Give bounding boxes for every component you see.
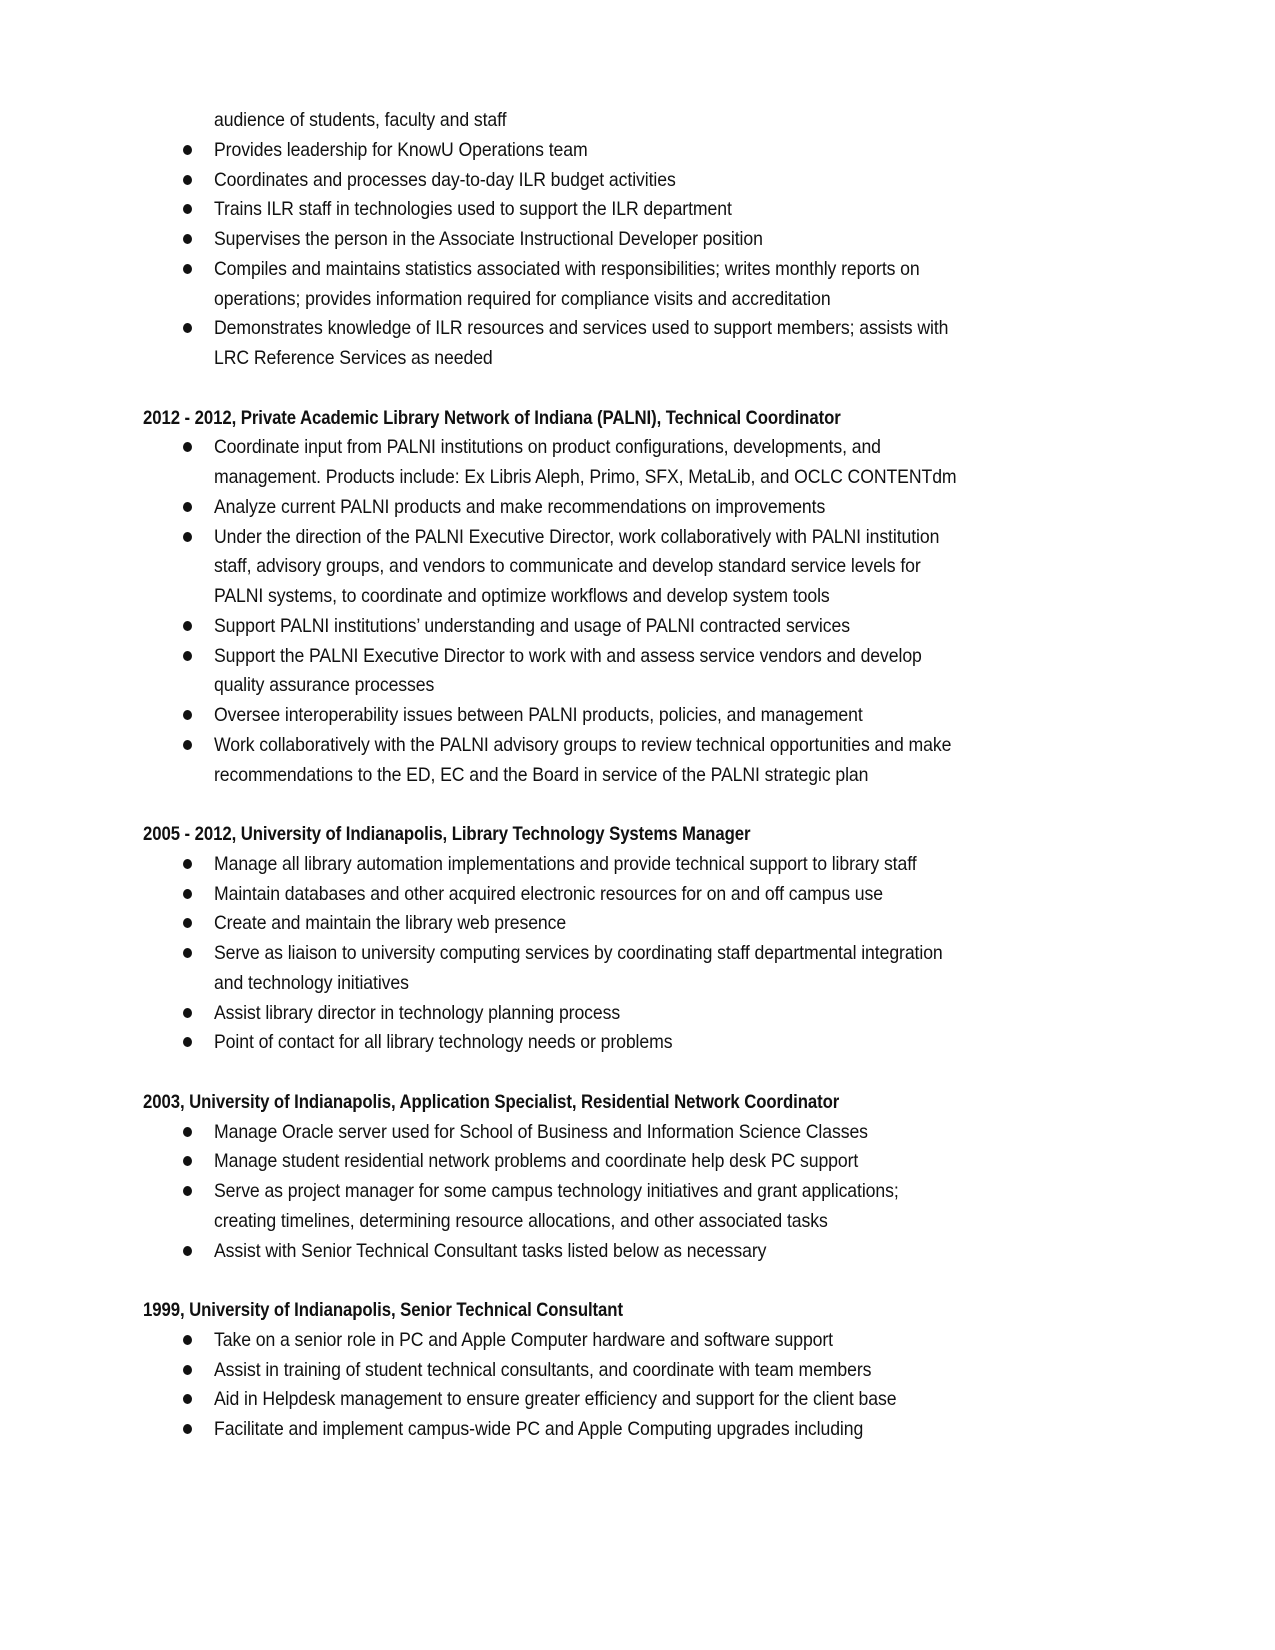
bullet-item-text: Manage student residential network problems and coordinate help desk PC support xyxy=(214,1150,859,1173)
bullet-item-text: creating timelines, determining resource allocations, and other associated tasks xyxy=(214,1209,828,1232)
bullet-item-text: Provides leadership for KnowU Operations team xyxy=(214,138,588,161)
bullet-item-text: Work collaboratively with the PALNI advisory groups to review technical opportunities and make xyxy=(214,733,952,756)
bullet-icon xyxy=(180,1355,194,1385)
bullet-item-text: recommendations to the ED, EC and the Board in service of the PALNI strategic plan xyxy=(214,763,869,786)
bullet-icon xyxy=(180,879,194,909)
bullet-item-text: management. Products include: Ex Libris Aleph, Primo, SFX, MetaLib, and OCLC CONTENTdm xyxy=(214,466,957,488)
bullet-icon xyxy=(180,224,194,254)
bullet-item-text: Support the PALNI Executive Director to work with and assess service vendors and develop xyxy=(214,644,922,667)
bullet-item-text: Take on a senior role in PC and Apple Computer hardware and software support xyxy=(214,1328,833,1351)
bullet-item-text: and technology initiatives xyxy=(214,971,409,994)
bullet-icon xyxy=(180,135,194,165)
bullet-icon xyxy=(180,194,194,224)
bullet-icon xyxy=(180,492,194,522)
bullet-icon xyxy=(180,1146,194,1176)
bullet-item-text: Manage all library automation implementations and provide technical support to library staff xyxy=(214,852,917,875)
bullet-icon xyxy=(180,700,194,730)
bullet-item-text: Demonstrates knowledge of ILR resources and services used to support members; assists with xyxy=(214,317,949,340)
bullet-item-text: Oversee interoperability issues between PALNI products, policies, and management xyxy=(214,704,863,726)
bullet-icon xyxy=(180,313,194,343)
bullet-icon xyxy=(180,998,194,1028)
bullet-item-text: Compiles and maintains statistics associated with responsibilities; writes monthly reports on xyxy=(214,257,920,280)
bullet-icon xyxy=(180,1027,194,1057)
section-heading: 2005 - 2012, University of Indianapolis, Library Technology Systems Manager xyxy=(143,823,751,845)
bullet-item-text: Supervises the person in the Associate Instructional Developer position xyxy=(214,228,763,250)
bullet-item-text: Maintain databases and other acquired electronic resources for on and off campus use xyxy=(214,882,883,905)
bullet-item-text: Point of contact for all library technology needs or problems xyxy=(214,1031,673,1054)
bullet-item-text: operations; provides information required for compliance visits and accreditation xyxy=(214,287,831,310)
bullet-icon xyxy=(180,432,194,462)
bullet-icon xyxy=(180,849,194,879)
bullet-icon xyxy=(180,1236,194,1266)
bullet-item-text: Coordinates and processes day-to-day ILR budget activities xyxy=(214,168,676,191)
bullet-item-text: Serve as project manager for some campus technology initiatives and grant applications; xyxy=(214,1180,899,1202)
bullet-icon xyxy=(180,611,194,641)
bullet-item-text: Manage Oracle server used for School of Business and Information Science Classes xyxy=(214,1120,868,1143)
bullet-item-text: Trains ILR staff in technologies used to support the ILR department xyxy=(214,198,732,221)
bullet-icon xyxy=(180,908,194,938)
bullet-icon xyxy=(180,1176,194,1206)
bullet-item-text: Under the direction of the PALNI Executive Director, work collaboratively with PALNI institution xyxy=(214,525,940,548)
bullet-item-text: Create and maintain the library web presence xyxy=(214,912,567,935)
bullet-icon xyxy=(180,254,194,284)
bullet-item-text: Assist library director in technology planning process xyxy=(214,1001,621,1024)
section-heading: 2003, University of Indianapolis, Application Specialist, Residential Network Coordinator xyxy=(143,1090,840,1113)
bullet-icon xyxy=(180,1325,194,1355)
bullet-icon xyxy=(180,641,194,671)
bullet-icon xyxy=(180,938,194,968)
bullet-item-text: LRC Reference Services as needed xyxy=(214,347,493,369)
bullet-icon xyxy=(180,165,194,195)
bullet-item-text: Analyze current PALNI products and make recommendations on improvements xyxy=(214,495,826,518)
bullet-icon xyxy=(180,1414,194,1444)
bullet-item-text: Assist in training of student technical consultants, and coordinate with team members xyxy=(214,1358,872,1381)
bullet-item-text: Facilitate and implement campus-wide PC and Apple Computing upgrades including xyxy=(214,1418,864,1440)
continuation-text: audience of students, faculty and staff xyxy=(214,109,507,131)
bullet-icon xyxy=(180,1117,194,1147)
bullet-item-text: Support PALNI institutions’ understanding and usage of PALNI contracted services xyxy=(214,614,850,637)
bullet-item-text: Assist with Senior Technical Consultant tasks listed below as necessary xyxy=(214,1239,767,1262)
bullet-icon xyxy=(180,730,194,760)
bullet-item-text: PALNI systems, to coordinate and optimize workflows and develop system tools xyxy=(214,585,830,607)
bullet-item-text: Serve as liaison to university computing services by coordinating staff departmental integration xyxy=(214,942,943,964)
bullet-icon xyxy=(180,522,194,552)
bullet-item-text: Aid in Helpdesk management to ensure greater efficiency and support for the client base xyxy=(214,1388,897,1411)
bullet-item-text: Coordinate input from PALNI institutions on product configurations, developments, and xyxy=(214,436,881,459)
bullet-icon xyxy=(180,1384,194,1414)
section-heading: 2012 - 2012, Private Academic Library Network of Indiana (PALNI), Technical Coordinator xyxy=(143,406,841,429)
section-heading: 1999, University of Indianapolis, Senior Technical Consultant xyxy=(143,1299,623,1321)
bullet-item-text: staff, advisory groups, and vendors to communicate and develop standard service levels for xyxy=(214,555,921,578)
bullet-item-text: quality assurance processes xyxy=(214,674,435,697)
